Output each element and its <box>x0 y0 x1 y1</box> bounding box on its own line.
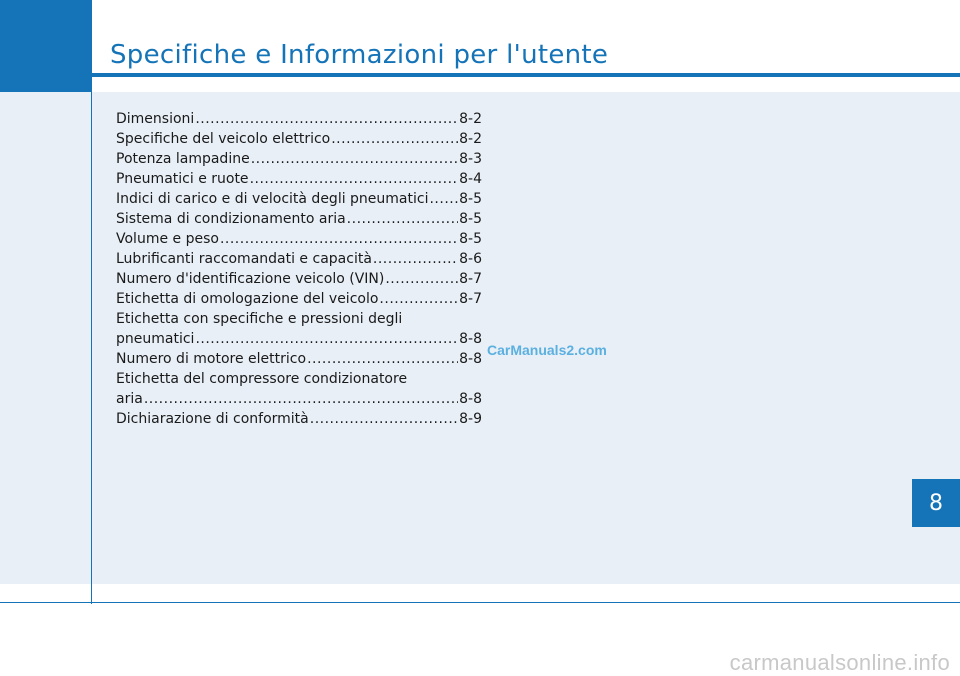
toc-leader-dots <box>310 409 458 429</box>
toc-entry-label: Volume e peso <box>116 231 219 247</box>
toc-line <box>116 189 482 209</box>
toc-entry[interactable] <box>116 369 482 409</box>
toc-entry[interactable] <box>116 349 482 369</box>
toc-line <box>116 269 482 289</box>
toc-entry-label: aria <box>116 391 143 407</box>
toc-entry-label: Lubrificanti raccomandati e capacità <box>116 251 372 267</box>
toc-line <box>116 229 482 249</box>
toc-leader-dots <box>251 149 458 169</box>
toc-entry[interactable] <box>116 269 482 289</box>
chapter-tab[interactable]: 8 <box>912 479 960 527</box>
toc-entry-label: Etichetta di omologazione del veicolo <box>116 291 379 307</box>
toc-entry-label: Potenza lampadine <box>116 151 250 167</box>
toc-line <box>116 109 482 129</box>
site-watermark: CarManuals2.com <box>487 342 607 358</box>
toc-leader-dots <box>195 329 458 349</box>
footer-watermark: carmanualsonline.info <box>729 650 950 675</box>
toc-line <box>116 149 482 169</box>
toc-leader-dots <box>220 229 458 249</box>
toc-page-number: 8-6 <box>459 251 482 267</box>
toc-page-number: 8-3 <box>459 151 482 167</box>
toc-entry-label: Dichiarazione di conformità <box>116 411 309 427</box>
toc-line <box>116 169 482 189</box>
toc-leader-dots <box>429 189 458 209</box>
toc-line <box>116 129 482 149</box>
toc-entry-label: pneumatici <box>116 331 195 347</box>
left-margin-rule <box>91 92 92 604</box>
toc-leader-dots <box>250 169 459 189</box>
toc-entry[interactable] <box>116 229 482 249</box>
toc-page-number: 8-5 <box>459 211 482 227</box>
toc-entry[interactable] <box>116 169 482 189</box>
toc-leader-dots <box>385 269 458 289</box>
toc-leader-dots <box>195 109 458 129</box>
toc-entry[interactable] <box>116 109 482 129</box>
toc-entry-label: Specifiche del veicolo elettrico <box>116 131 331 147</box>
toc-entry-label: Pneumatici e ruote <box>116 171 249 187</box>
toc-line <box>116 289 482 309</box>
toc-leader-dots <box>307 349 458 369</box>
toc-leader-dots <box>347 209 458 229</box>
toc-line <box>116 329 482 349</box>
toc-line <box>116 369 482 389</box>
toc-page-number: 8-5 <box>459 191 482 207</box>
toc-page-number: 8-2 <box>459 111 482 127</box>
toc-entry[interactable] <box>116 289 482 309</box>
toc-leader-dots <box>373 249 458 269</box>
bottom-rule <box>0 602 960 603</box>
toc-page-number: 8-4 <box>459 171 482 187</box>
toc-line <box>116 389 482 409</box>
toc-entry[interactable] <box>116 409 482 429</box>
corner-block <box>0 0 92 92</box>
toc-page-number: 8-7 <box>459 271 482 287</box>
toc-page-number: 8-8 <box>459 351 482 367</box>
toc-entry[interactable] <box>116 309 482 349</box>
toc-leader-dots <box>379 289 458 309</box>
title-underline <box>92 73 960 77</box>
table-of-contents <box>116 109 482 429</box>
toc-page-number: 8-8 <box>459 391 482 407</box>
toc-entry-label: Indici di carico e di velocità degli pneumatici <box>116 191 429 207</box>
toc-line <box>116 209 482 229</box>
toc-page-number: 8-2 <box>459 131 482 147</box>
toc-entry-label: Sistema di condizionamento aria <box>116 211 346 227</box>
toc-entry[interactable] <box>116 189 482 209</box>
toc-leader-dots <box>331 129 458 149</box>
toc-line <box>116 249 482 269</box>
toc-entry[interactable] <box>116 209 482 229</box>
page-title: Specifiche e Informazioni per l'utente <box>110 40 609 70</box>
toc-page-number: 8-9 <box>459 411 482 427</box>
toc-entry-label: Dimensioni <box>116 111 195 127</box>
toc-entry[interactable] <box>116 129 482 149</box>
toc-page-number: 8-5 <box>459 231 482 247</box>
toc-line <box>116 409 482 429</box>
toc-entry[interactable] <box>116 149 482 169</box>
toc-entry-label: Etichetta con specifiche e pressioni degli <box>116 311 403 327</box>
toc-leader-dots <box>144 389 458 409</box>
toc-page-number: 8-7 <box>459 291 482 307</box>
toc-entry-label: Numero d'identificazione veicolo (VIN) <box>116 271 385 287</box>
toc-entry[interactable] <box>116 249 482 269</box>
toc-page-number: 8-8 <box>459 331 482 347</box>
toc-line <box>116 349 482 369</box>
toc-entry-label: Etichetta del compressore condizionatore <box>116 371 408 387</box>
toc-entry-label: Numero di motore elettrico <box>116 351 307 367</box>
toc-line <box>116 309 482 329</box>
